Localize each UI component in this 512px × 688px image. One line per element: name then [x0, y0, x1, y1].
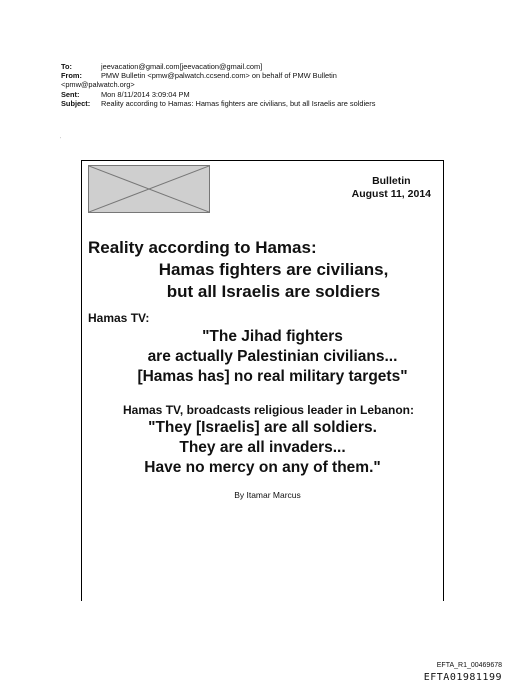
bulletin-title: [82, 237, 443, 303]
to-value: jeevacation@gmail.com[jeevacation@gmail.com]: [101, 62, 263, 71]
logo-image-placeholder: [88, 165, 210, 213]
from-continuation: <pmw@palwatch.org>: [61, 80, 135, 90]
bulletin-frame: [81, 160, 444, 601]
email-header: [61, 62, 481, 108]
scan-mark: ': [60, 137, 61, 143]
to-label: To:: [61, 62, 72, 71]
sent-label: Sent:: [61, 89, 80, 99]
quote-2-line-1: "They [Israelis] are all soldiers.: [148, 419, 377, 436]
image-placeholder-icon: [89, 166, 209, 212]
from-row: [61, 71, 481, 80]
to-row: [61, 62, 481, 71]
quote-1-line-1: "The Jihad fighters: [202, 328, 343, 345]
bulletin-masthead: [352, 175, 431, 201]
subject-row: [61, 99, 481, 108]
title-line-1: Reality according to Hamas:: [88, 238, 317, 257]
sent-value: Mon 8/11/2014 3:09:04 PM: [101, 89, 190, 99]
quote-1: [82, 327, 443, 387]
subject-label: Subject:: [61, 98, 91, 108]
document-ref-1: EFTA_R1_00469678: [436, 662, 502, 669]
subject-value: Reality according to Hamas: Hamas fighters are civilians, but all Israelis are soldiers: [101, 98, 376, 108]
sent-row: [61, 90, 481, 99]
document-ref-2: EFTA01981199: [423, 672, 502, 683]
byline: By Itamar Marcus: [234, 490, 301, 500]
quote-2-line-2: They are all invaders...: [179, 439, 346, 456]
quote-1-line-3: [Hamas has] no real military targets": [137, 368, 408, 385]
source-religious-leader: Hamas TV, broadcasts religious leader in Lebanon:: [123, 403, 414, 417]
quote-2-line-3: Have no mercy on any of them.": [144, 459, 381, 476]
quote-1-line-2: are actually Palestinian civilians...: [147, 348, 398, 365]
bulletin-label: Bulletin: [372, 175, 411, 187]
bulletin-date: August 11, 2014: [351, 188, 431, 200]
from-label: From:: [61, 71, 82, 81]
from-value: PMW Bulletin <pmw@palwatch.ccsend.com> on behalf of PMW Bulletin: [101, 71, 337, 81]
source-hamas-tv: Hamas TV:: [88, 311, 150, 325]
title-line-3: but all Israelis are soldiers: [166, 282, 381, 301]
quote-2: [82, 418, 443, 478]
title-line-2: Hamas fighters are civilians,: [158, 260, 389, 279]
